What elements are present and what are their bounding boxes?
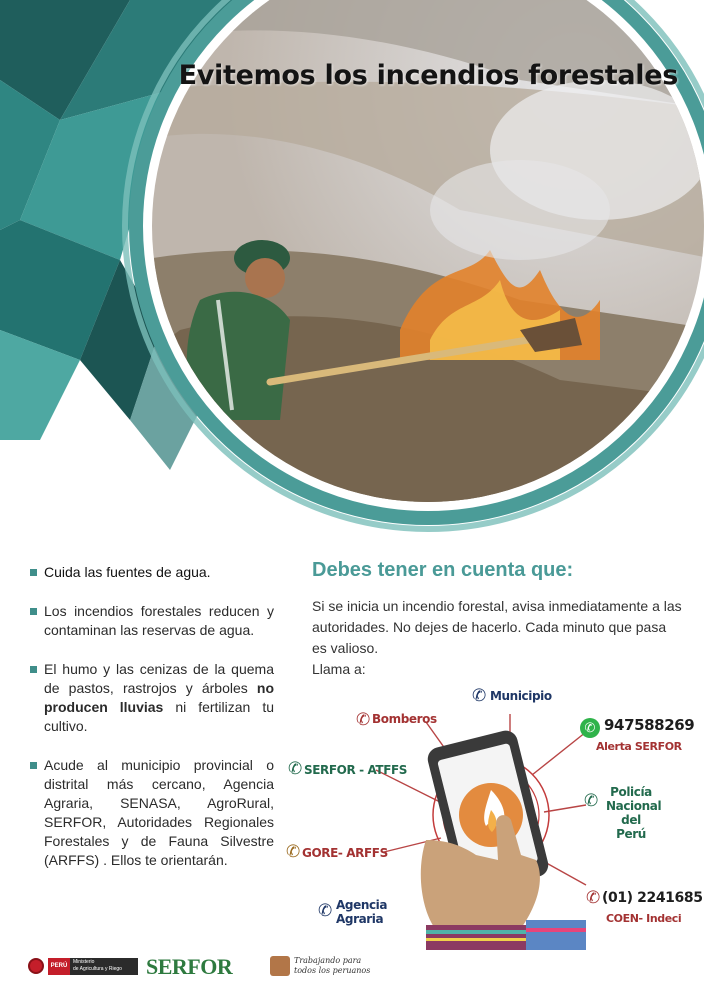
phone-icon: ✆ xyxy=(472,686,487,705)
phone-icon: ✆ xyxy=(288,759,303,778)
tip-text: Acude al municipio provincial o distrital más cercano, Agencia Agraria, SENASA, AgroRural, SERFOR, Autoridades Regionales Forestales y de Fauna Silvestre (ARFFS) . Ellos te orientarán. xyxy=(44,757,274,868)
peru-label: PERÚ xyxy=(48,958,70,975)
contact-policia-line: del Perú xyxy=(616,813,646,841)
notice-paragraph: Si se inicia un incendio forestal, avisa inmediatamente a las autoridades. No dejes de hacerlo. Cada minuto que pasa es valioso. xyxy=(312,598,682,656)
peru-emblem-icon xyxy=(28,958,44,974)
tips-list xyxy=(30,563,274,890)
tip-text: ni fertilizan tu cultivo. xyxy=(44,699,274,734)
section-heading: Debes tener en cuenta que: xyxy=(312,559,574,581)
phone-icon: ✆ xyxy=(586,888,601,907)
serfor-logo: SERFOR xyxy=(146,954,233,979)
phone-icon: ✆ xyxy=(318,901,333,920)
notice-section xyxy=(312,559,684,680)
tagline: Trabajando para todos los peruanos xyxy=(294,956,371,975)
contact-whatsapp-number: 947588269 xyxy=(604,716,695,734)
contact-gore: GORE- ARFFS xyxy=(302,846,388,860)
whatsapp-icon: ✆ xyxy=(580,718,600,738)
ministerio-text xyxy=(73,959,122,973)
phone-icon: ✆ xyxy=(286,842,301,861)
emergency-contacts-diagram xyxy=(286,680,704,950)
contact-bomberos: Bomberos xyxy=(372,712,437,726)
contact-policia-line: Nacional xyxy=(606,799,662,813)
ministerio-line: de Agricultura y Riego xyxy=(73,966,122,972)
contact-municipio: Municipio xyxy=(490,689,552,703)
ministerio-line: Ministerio xyxy=(73,959,95,965)
list-item xyxy=(30,602,274,640)
tip-text: Cuida las fuentes de agua. xyxy=(44,564,211,580)
portrait-icon xyxy=(270,956,290,976)
list-item xyxy=(30,660,274,736)
tip-text: Los incendios forestales reducen y contaminan las reservas de agua. xyxy=(44,603,274,638)
contact-agencia-line: Agencia xyxy=(336,898,388,912)
ministerio-logo xyxy=(48,958,138,975)
phone-icon: ✆ xyxy=(584,791,599,810)
footer-logos xyxy=(28,954,388,980)
contact-policia xyxy=(606,785,662,841)
contact-serfor-atffs: SERFOR - ATFFS xyxy=(304,763,408,777)
contact-agencia-line: Agraria xyxy=(336,912,384,926)
contact-coen-label: COEN- Indeci xyxy=(606,912,682,925)
contact-coen-number: (01) 2241685 xyxy=(602,890,703,906)
contact-whatsapp-label: Alerta SERFOR xyxy=(596,740,682,753)
contact-agencia xyxy=(336,898,388,926)
phone-icon: ✆ xyxy=(356,710,371,729)
list-item xyxy=(30,756,274,870)
list-item xyxy=(30,563,274,582)
tip-text: El humo y las cenizas de la quema de pastos, rastrojos y árboles xyxy=(44,661,274,696)
call-label: Llama a: xyxy=(312,661,366,677)
tip-emphasis: no producen lluvias xyxy=(44,680,274,715)
page-title: Evitemos los incendios forestales xyxy=(178,60,678,91)
contact-policia-line: Policía xyxy=(610,785,652,799)
